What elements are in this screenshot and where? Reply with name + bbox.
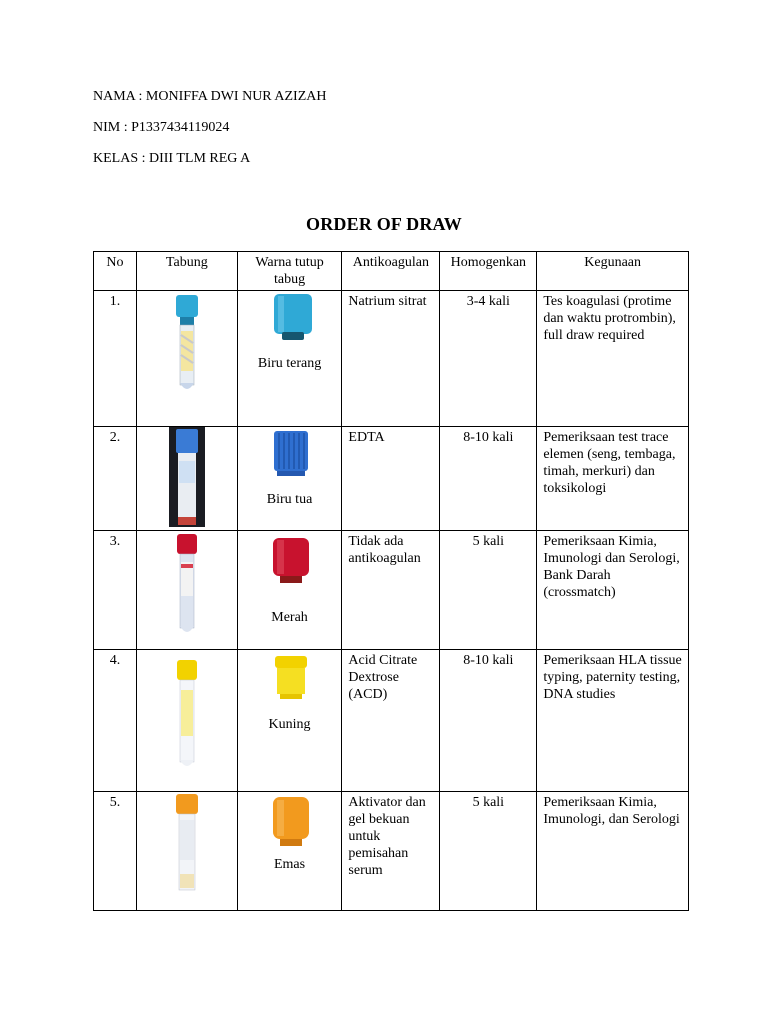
row-number: 3. — [94, 531, 137, 650]
table-row — [94, 650, 689, 792]
cap-cell — [237, 650, 342, 792]
yellow-tube-cap — [274, 656, 308, 700]
cap-cell — [237, 531, 342, 650]
tube-cell — [136, 427, 237, 531]
header-no: No — [94, 252, 137, 291]
cap-cell — [237, 792, 342, 911]
order-of-draw-table — [93, 251, 689, 911]
tube-cell — [136, 792, 237, 911]
usage: Pemeriksaan HLA tissue typing, paternity testing, DNA studies — [537, 650, 689, 792]
cap-color-name: Biru tua — [266, 492, 313, 507]
anticoagulant: Acid Citrate Dextrose (ACD) — [342, 650, 440, 792]
page-title: ORDER OF DRAW — [306, 214, 462, 234]
red-tube-cap — [272, 536, 310, 584]
tube-cell — [136, 291, 237, 427]
header-antikoagulan: Antikoagulan — [342, 252, 440, 291]
usage: Pemeriksaan Kimia, Imunologi dan Serologi, Bank Darah (crossmatch) — [537, 531, 689, 650]
cap-cell — [237, 291, 342, 427]
row-number: 5. — [94, 792, 137, 911]
row-number: 4. — [94, 650, 137, 792]
header-tabung: Tabung — [136, 252, 237, 291]
anticoagulant: Natrium sitrat — [342, 291, 440, 427]
anticoagulant: EDTA — [342, 427, 440, 531]
homogenize-count: 5 kali — [440, 531, 537, 650]
table-row — [94, 792, 689, 911]
homogenize-count: 5 kali — [440, 792, 537, 911]
header-warna: Warna tutup tabug — [237, 252, 342, 291]
cap-cell — [237, 427, 342, 531]
table-row — [94, 427, 689, 531]
tube-cell — [136, 650, 237, 792]
table-row — [94, 291, 689, 427]
gold-tube-cap — [272, 797, 310, 847]
header-kegunaan: Kegunaan — [537, 252, 689, 291]
red-tube-icon — [176, 534, 198, 634]
homogenize-count: 8-10 kali — [440, 650, 537, 792]
homogenize-count: 8-10 kali — [440, 427, 537, 531]
table-row — [94, 531, 689, 650]
cap-color-name: Biru terang — [257, 356, 322, 371]
anticoagulant: Aktivator dan gel bekuan untuk pemisahan serum — [342, 792, 440, 911]
dark-blue-tube-cap — [273, 431, 309, 477]
student-class: KELAS : DIII TLM REG A — [93, 151, 251, 166]
usage: Pemeriksaan test trace elemen (seng, tembaga, timah, merkuri) dan toksikologi — [537, 427, 689, 531]
header-homogenkan: Homogenkan — [440, 252, 537, 291]
dark-blue-tube-icon — [169, 427, 205, 527]
usage: Tes koagulasi (protime dan waktu protrombin), full draw required — [537, 291, 689, 427]
usage: Pemeriksaan Kimia, Imunologi, dan Serologi — [537, 792, 689, 911]
row-number: 2. — [94, 427, 137, 531]
gold-tube-icon — [175, 794, 199, 894]
cap-color-name: Kuning — [268, 717, 311, 732]
homogenize-count: 3-4 kali — [440, 291, 537, 427]
yellow-tube-icon — [176, 660, 198, 768]
row-number: 1. — [94, 291, 137, 427]
cap-color-name: Merah — [271, 610, 308, 625]
light-blue-tube-cap — [272, 294, 314, 342]
anticoagulant: Tidak ada antikoagulan — [342, 531, 440, 650]
light-blue-tube-icon — [175, 295, 199, 393]
student-name: NAMA : MONIFFA DWI NUR AZIZAH — [93, 89, 327, 104]
student-nim: NIM : P1337434119024 — [93, 120, 230, 135]
cap-color-name: Emas — [273, 857, 306, 872]
tube-cell — [136, 531, 237, 650]
table-header-row — [94, 252, 689, 291]
